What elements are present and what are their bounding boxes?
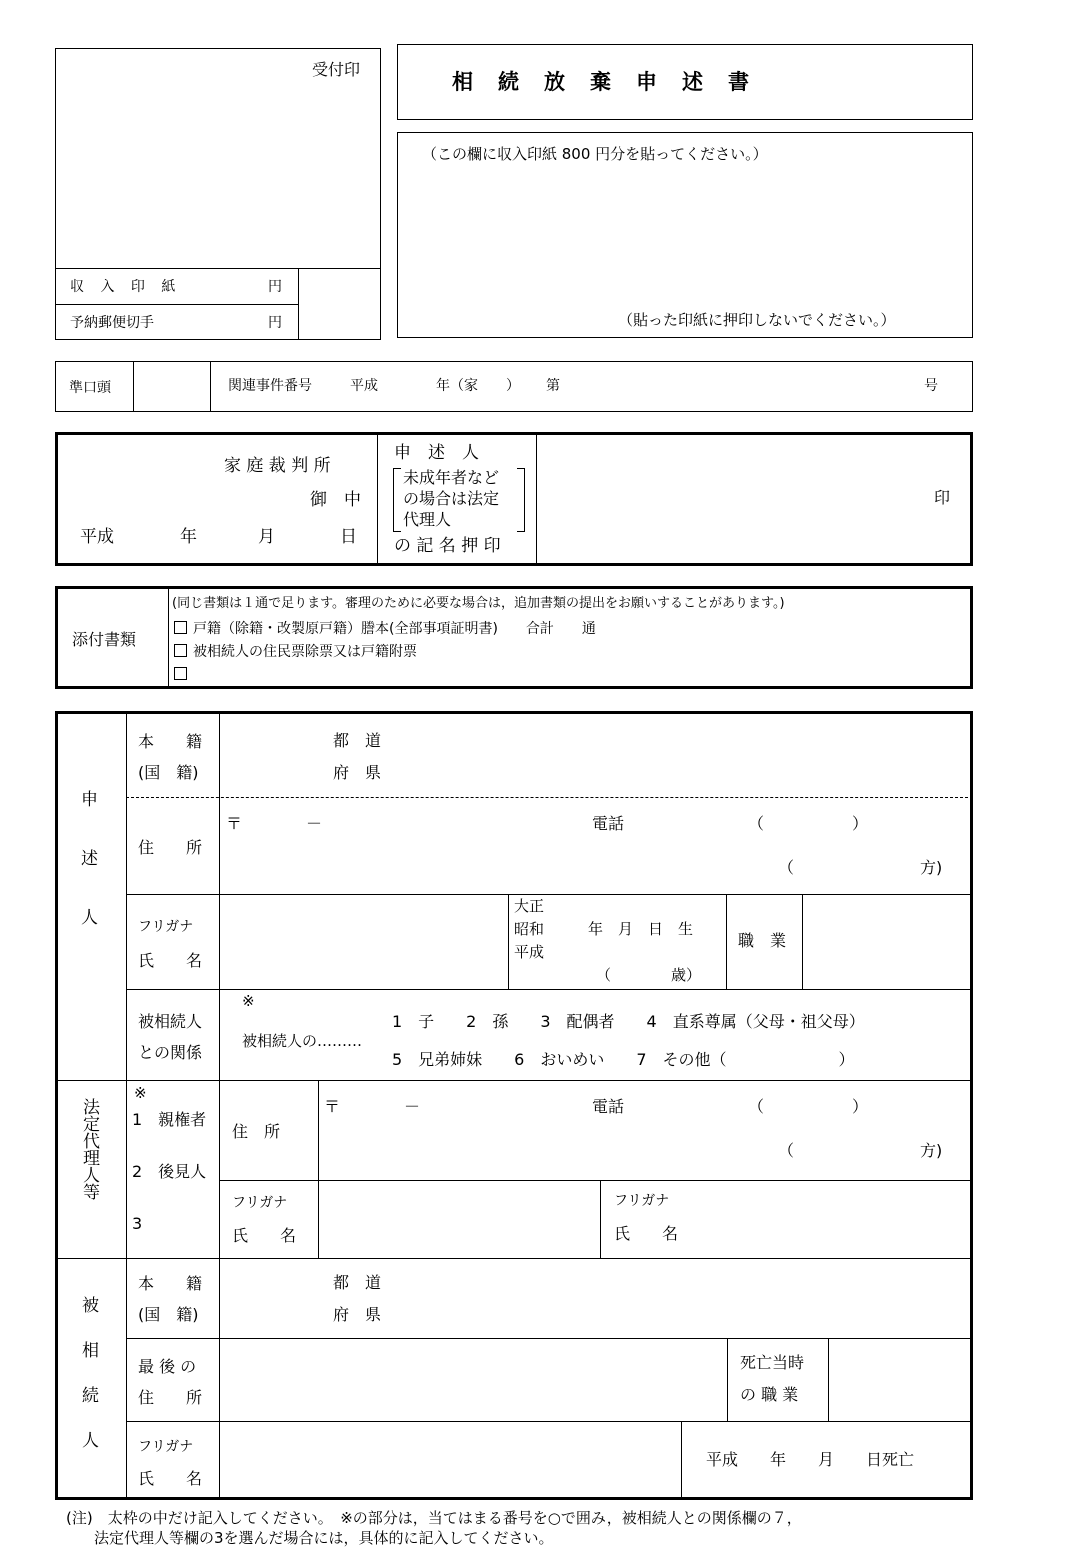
footnote-line-2: 法定代理人等欄の3を選んだ場合には，具体的に記入してください。: [94, 1529, 554, 1547]
petitioner-address-input[interactable]: [222, 840, 912, 890]
minor-note-3: 代理人: [403, 510, 452, 529]
petitioner-name-input[interactable]: [222, 898, 504, 986]
occupation-label: 職 業: [738, 931, 787, 950]
relation-lead: 被相続人の………: [242, 1032, 363, 1050]
case-year: 年（家 ）: [436, 378, 520, 394]
attachment-item-2: [174, 644, 417, 659]
petitioner-label: 申 述 人: [394, 443, 479, 463]
legal-rep-name-label-1: 氏 名: [232, 1226, 297, 1245]
stamp-instruction: （この欄に収入印紙 800 円分を貼ってください。）: [422, 145, 768, 163]
petitioner-fuken: 府 県: [333, 763, 382, 782]
case-number: 号: [924, 378, 938, 394]
attachment-3-checkbox[interactable]: [174, 667, 187, 680]
relation-asterisk: ※: [242, 992, 255, 1010]
relation-options-row-2[interactable]: 5 兄弟姉妹 6 おいめい 7 その他（ ）: [392, 1050, 855, 1069]
legal-rep-furigana-1: フリガナ: [232, 1195, 288, 1211]
deceased-occupation-2: の 職 業: [740, 1385, 799, 1404]
legal-rep-phone-close: ）: [852, 1097, 869, 1116]
legal-rep-address-input[interactable]: [322, 1122, 912, 1176]
occupation-input[interactable]: [806, 898, 970, 986]
attachments-note: (同じ書類は１通で足ります。審理のために必要な場合は，追加書類の提出をお願いすることがあります。): [172, 596, 785, 611]
postage-yen: 円: [268, 315, 282, 331]
legal-rep-asterisk: ※: [134, 1084, 147, 1102]
receipt-stamp-label: 受付印: [312, 60, 361, 79]
legal-rep-phone-open: （: [748, 1097, 765, 1116]
court-onchu: 御 中: [310, 490, 361, 510]
deceased-section-label: 被相続人: [78, 1296, 98, 1476]
deceased-address-input[interactable]: [222, 1342, 722, 1418]
seal-label: の 記 名 押 印: [394, 536, 501, 556]
legal-rep-name-label-2: 氏 名: [614, 1224, 679, 1243]
court-day: 日: [340, 527, 357, 547]
deceased-fuken: 府 県: [333, 1305, 382, 1324]
attachment-1-text: 戸籍（除籍・改製原戸籍）謄本(全部事項証明書) 合計 通: [193, 621, 596, 637]
deceased-honseki-2: (国 籍): [138, 1305, 199, 1324]
postage-label: 予納郵便切手: [70, 315, 154, 331]
legal-rep-furigana-2: フリガナ: [614, 1193, 670, 1209]
court-year: 年: [180, 527, 197, 547]
case-era: 平成: [350, 378, 378, 394]
footnote-line-1: (注) 太枠の中だけ記入してください。 ※の部分は，当てはまる番号を○で囲み，被相続人との関係欄の７，: [66, 1509, 802, 1527]
legal-rep-name-input-1[interactable]: [322, 1184, 596, 1254]
revenue-stamp-yen: 円: [268, 279, 282, 295]
seal-mark: 印: [934, 488, 951, 507]
related-case-label: 関連事件番号: [228, 378, 312, 394]
legal-rep-address-label: 住 所: [232, 1122, 281, 1141]
legal-rep-postal: 〒 －: [324, 1097, 421, 1116]
court-era: 平成: [80, 527, 114, 547]
deceased-occupation-1: 死亡当時: [740, 1353, 805, 1372]
court-name: 家 庭 裁 判 所: [224, 456, 331, 476]
petitioner-address-label: 住 所: [138, 838, 203, 857]
deceased-todo: 都 道: [333, 1273, 382, 1292]
petitioner-kata: 方): [920, 858, 943, 877]
deceased-furigana: フリガナ: [138, 1439, 194, 1455]
receipt-stamp-box: [55, 48, 381, 340]
petitioner-phone-close: ）: [852, 814, 869, 833]
legal-rep-opt-2[interactable]: 2 後見人: [132, 1162, 207, 1181]
legal-rep-phone-label: 電話: [592, 1097, 625, 1116]
petitioner-phone-label: 電話: [592, 814, 625, 833]
minor-note-1: 未成年者など: [403, 468, 500, 487]
deceased-name-input[interactable]: [222, 1425, 677, 1497]
relation-label-1: 被相続人: [138, 1012, 203, 1031]
petitioner-name-label: 氏 名: [138, 951, 203, 970]
junkoto-label: 準口頭: [69, 380, 111, 396]
petitioner-todo: 都 道: [333, 731, 382, 750]
stamp-note: （貼った印紙に押印しないでください。）: [618, 311, 896, 329]
legal-rep-section-label: 法定代理人等: [79, 1098, 99, 1200]
birth-date: 年 月 日 生: [588, 920, 694, 938]
attachment-1-checkbox[interactable]: [174, 621, 187, 634]
attachments-label: 添付書類: [72, 630, 137, 649]
attachment-item-1: [174, 621, 596, 636]
minor-note-2: の場合は法定: [403, 489, 500, 508]
relation-options-row-1[interactable]: 1 子 2 孫 3 配偶者 4 直系尊属（父母・祖父母）: [392, 1012, 865, 1031]
deceased-honseki-1: 本 籍: [138, 1274, 203, 1293]
attachment-2-checkbox[interactable]: [174, 644, 187, 657]
case-dai: 第: [546, 378, 560, 394]
petitioner-phone-open: （: [748, 814, 765, 833]
deceased-occupation-input[interactable]: [832, 1342, 970, 1418]
legal-rep-kata-open: （: [778, 1141, 795, 1160]
petitioner-postal: 〒 －: [226, 814, 323, 833]
petitioner-furigana: フリガナ: [138, 919, 194, 935]
petitioner-section-label: 申述人: [77, 790, 97, 967]
era-showa: 昭和: [514, 920, 545, 938]
deceased-death-date: 平成 年 月 日死亡: [706, 1450, 915, 1469]
petitioner-honseki-2: (国 籍): [138, 763, 199, 782]
petitioner-honseki-1: 本 籍: [138, 732, 203, 751]
legal-rep-name-input-2[interactable]: [700, 1184, 970, 1254]
deceased-honseki-input[interactable]: [222, 1262, 970, 1334]
revenue-stamp-label: 収 入 印 紙: [70, 279, 182, 295]
age: （ 歳）: [596, 966, 702, 984]
attachment-item-3: [174, 667, 193, 682]
deceased-last-address-1: 最 後 の: [138, 1357, 197, 1376]
form-title: 相 続 放 棄 申 述 書: [452, 70, 751, 94]
era-taisho: 大正: [514, 897, 545, 915]
deceased-name-label: 氏 名: [138, 1469, 203, 1488]
petitioner-honseki-input[interactable]: [222, 716, 970, 794]
court-month: 月: [258, 527, 275, 547]
legal-rep-kata: 方): [920, 1141, 943, 1160]
deceased-last-address-2: 住 所: [138, 1388, 203, 1407]
attachment-2-text: 被相続人の住民票除票又は戸籍附票: [193, 644, 417, 660]
legal-rep-opt-1[interactable]: 1 親権者: [132, 1110, 207, 1129]
relation-label-2: との関係: [138, 1043, 203, 1062]
legal-rep-opt-3[interactable]: 3: [132, 1214, 143, 1233]
petitioner-kata-open: （: [778, 858, 795, 877]
era-heisei: 平成: [514, 943, 545, 961]
